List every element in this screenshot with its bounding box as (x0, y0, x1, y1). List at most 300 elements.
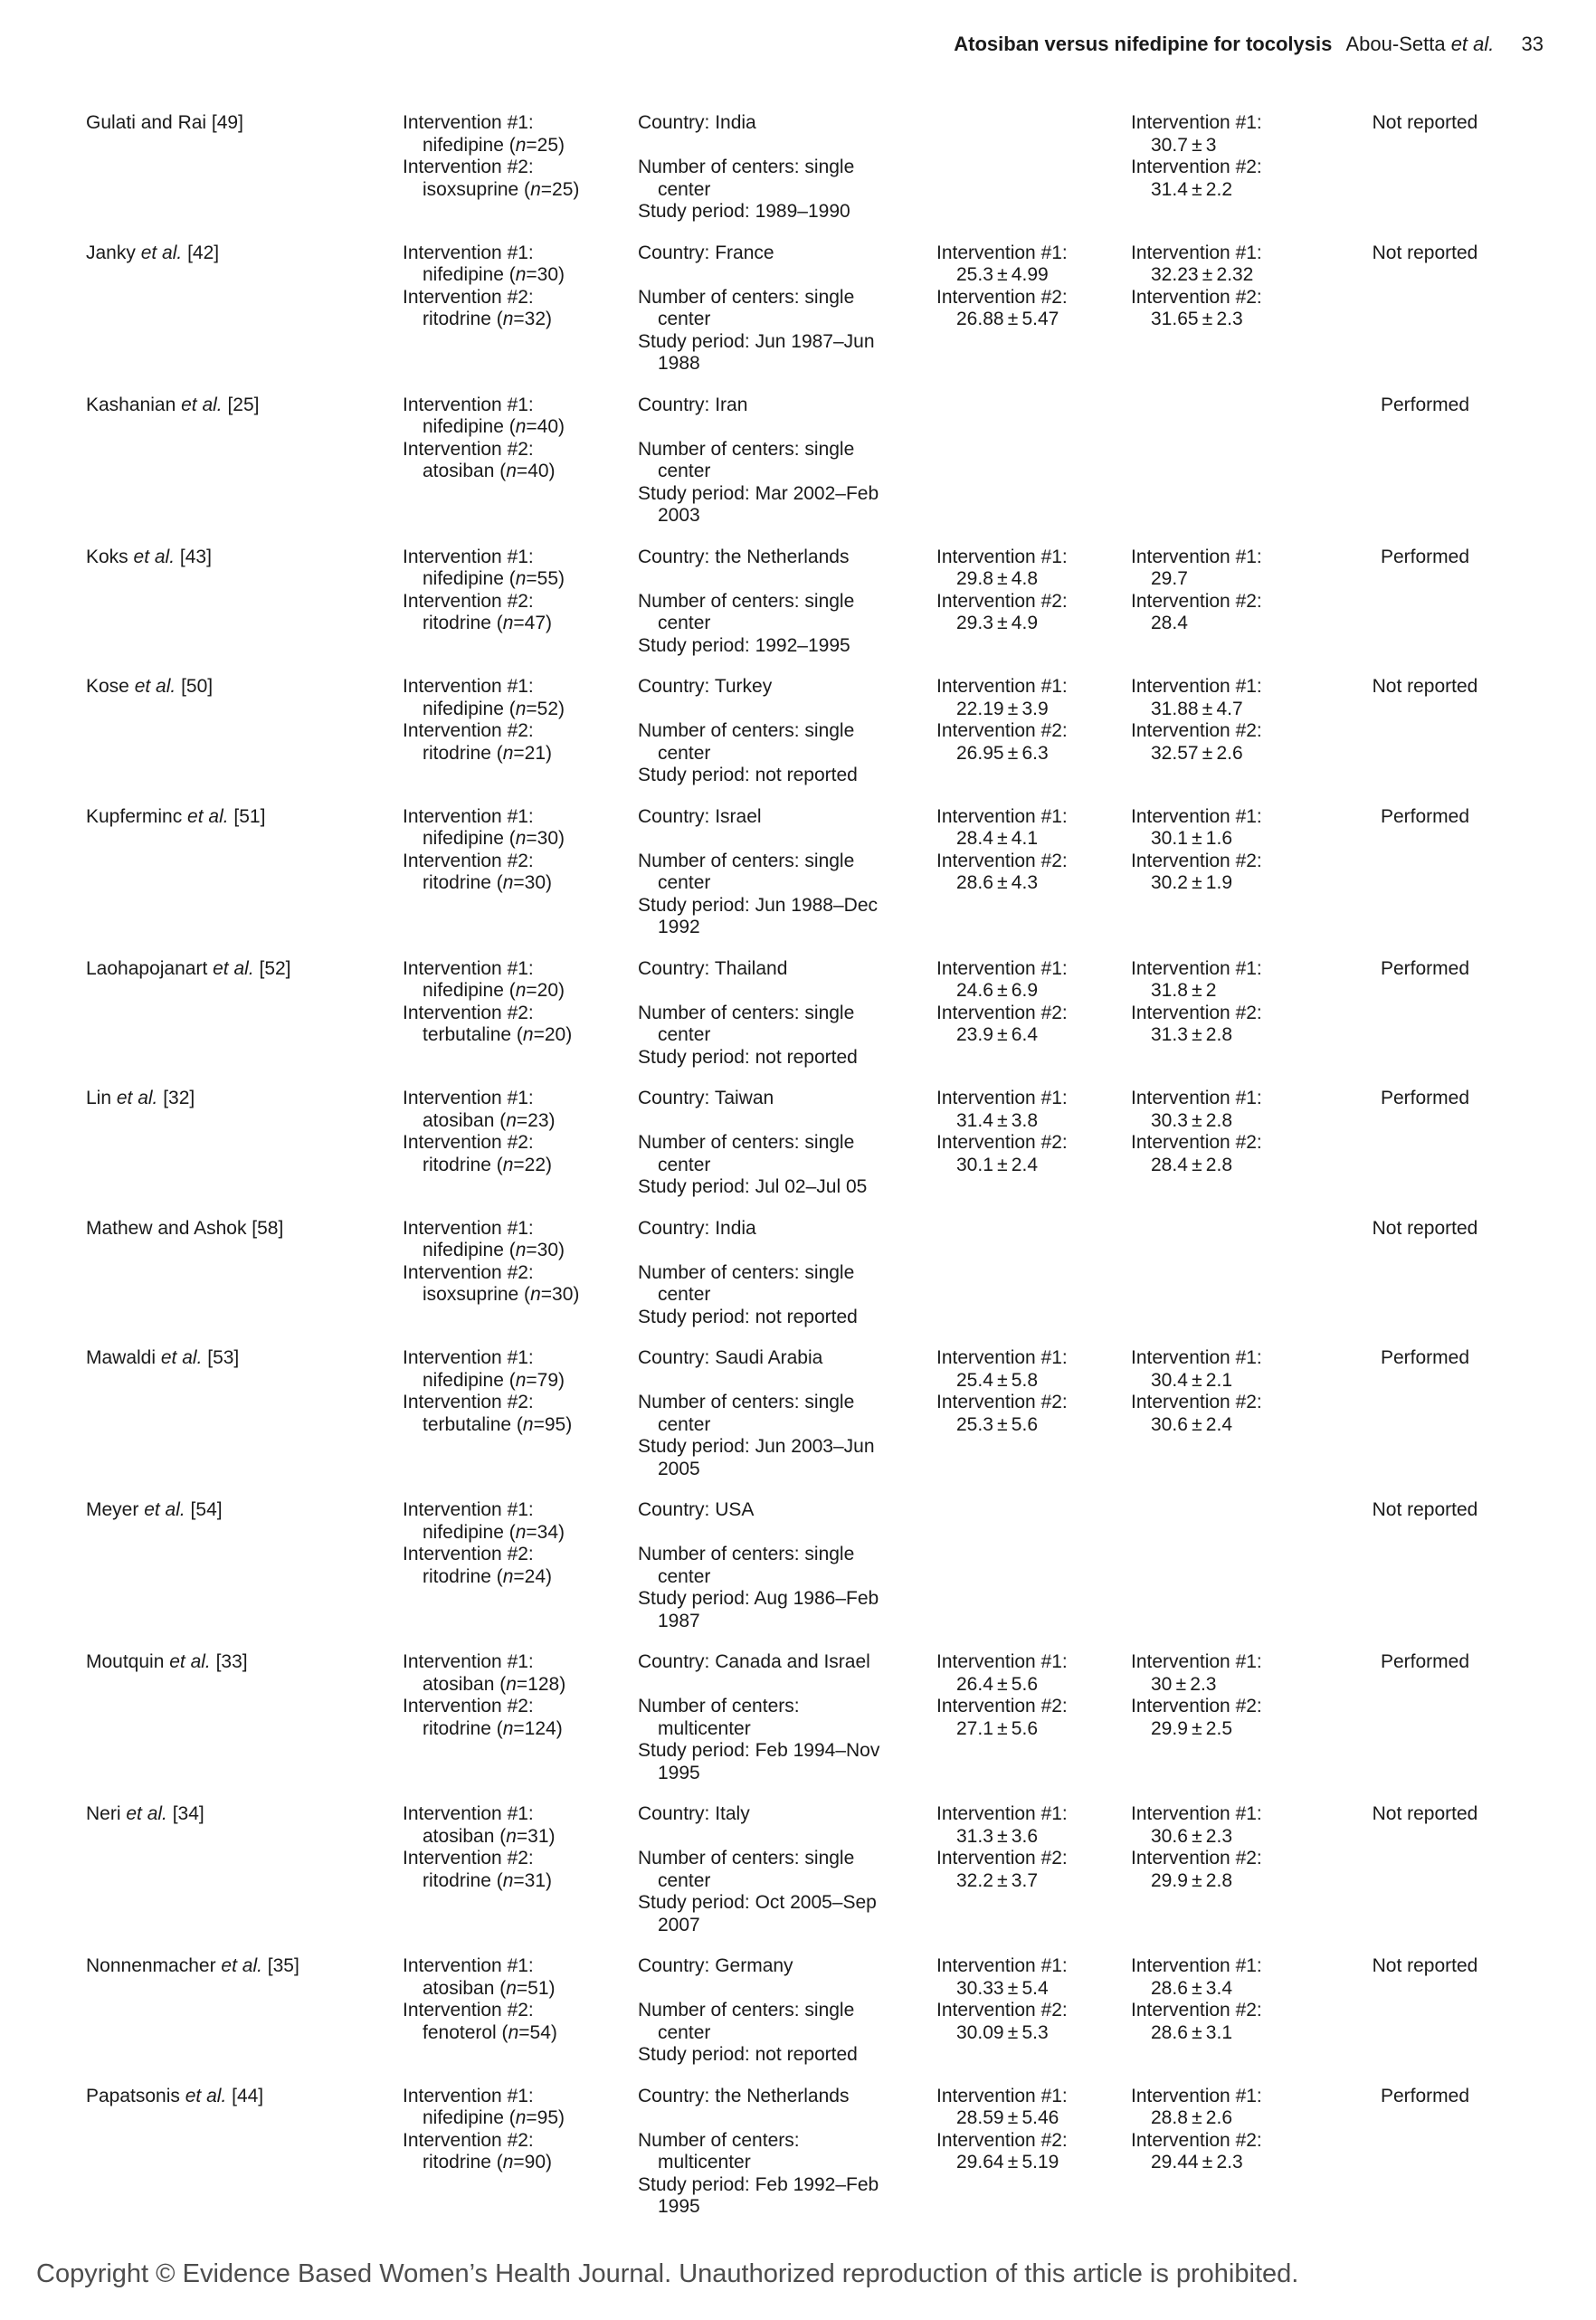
study-citation: Mawaldi et al. [53] (86, 1347, 240, 1368)
intervention-label: Intervention #1: (1131, 957, 1262, 979)
centers-line: Number of centers: single (638, 1544, 855, 1564)
intervention-label: Intervention #1: (936, 1803, 1068, 1824)
interventions-cell (403, 1088, 638, 1199)
centers-line: Number of centers: single (638, 2000, 855, 2020)
mean-value: 24.6 ± 6.9 (956, 980, 1038, 1001)
country-line: Country: France (638, 242, 774, 263)
intervention-label: Intervention #2: (403, 720, 534, 741)
intervention-drug: nifedipine (n=55) (423, 568, 565, 589)
mean-value: 22.19 ± 3.9 (956, 698, 1049, 719)
intervention-label: Intervention #1: (403, 394, 534, 415)
country-line: Country: Iran (638, 394, 748, 415)
intervention-label: Intervention #2: (403, 1132, 534, 1153)
mean-value: 28.4 ± 4.1 (956, 828, 1038, 849)
intervention-label: Intervention #1: (1131, 546, 1262, 567)
mean-value: 23.9 ± 6.4 (956, 1024, 1038, 1045)
intervention-label: Intervention #2: (936, 1002, 1068, 1023)
study-period-line: Study period: 1989–1990 (638, 201, 850, 222)
study-period-line: Study period: 1992–1995 (638, 634, 850, 656)
centers-line: center (658, 2021, 711, 2043)
intervention-drug: isoxsuprine (n=30) (423, 1284, 580, 1305)
country-line: Country: Taiwan (638, 1088, 774, 1108)
study-citation: Moutquin et al. [33] (86, 1651, 248, 1672)
centers-line: Number of centers: single (638, 1132, 855, 1153)
intervention-label: Intervention #1: (1131, 676, 1262, 697)
intervention-drug: nifedipine (n=79) (423, 1369, 565, 1391)
intervention-label: Intervention #2: (1131, 286, 1262, 308)
mean-value: 25.4 ± 5.8 (956, 1369, 1038, 1391)
col5-cell (1131, 242, 1344, 376)
study-period-line: Study period: Aug 1986–Feb (638, 1588, 879, 1609)
mean-value: 30.1 ± 1.6 (1151, 828, 1232, 849)
study-period-line: Study period: Jun 1988–Dec (638, 894, 879, 916)
intervention-label: Intervention #1: (1131, 1955, 1262, 1976)
intervention-label: Intervention #2: (1131, 720, 1262, 741)
centers-line: center (658, 1869, 711, 1891)
intervention-label: Intervention #1: (936, 2085, 1068, 2106)
intervention-label: Intervention #1: (403, 1347, 534, 1368)
intervention-label: Intervention #2: (1131, 1696, 1262, 1716)
mean-value: 28.59 ± 5.46 (956, 2107, 1059, 2128)
intervention-label: Intervention #1: (936, 1088, 1068, 1108)
study-citation: Papatsonis et al. [44] (86, 2085, 264, 2106)
intervention-label: Intervention #1: (403, 1803, 534, 1824)
centers-line: center (658, 1154, 711, 1175)
centers-line: center (658, 1565, 711, 1587)
intervention-label: Intervention #2: (936, 2000, 1068, 2020)
study-period-line: Study period: not reported (638, 765, 858, 785)
col4-cell (936, 1347, 1131, 1480)
intervention-drug: atosiban (n=128) (423, 1673, 566, 1695)
study-citation: Koks et al. [43] (86, 546, 212, 567)
reporting-status: Performed (1380, 2085, 1470, 2106)
setting-cell (638, 1088, 936, 1199)
intervention-label: Intervention #2: (403, 1002, 534, 1023)
mean-value: 32.57 ± 2.6 (1151, 742, 1243, 764)
intervention-label: Intervention #2: (936, 1392, 1068, 1412)
studies-table (86, 112, 1560, 2238)
study-period-line: 1995 (658, 1762, 700, 1783)
mean-value: 26.4 ± 5.6 (956, 1673, 1038, 1695)
table-row (86, 958, 1560, 1070)
country-line: Country: India (638, 1217, 756, 1239)
setting-cell (638, 395, 936, 528)
centers-line: center (658, 178, 711, 200)
centers-line: center (658, 1024, 711, 1045)
mean-value: 30.1 ± 2.4 (956, 1154, 1038, 1175)
intervention-label: Intervention #1: (936, 1651, 1068, 1672)
col4-cell (936, 1499, 1131, 1632)
col5-cell (1131, 1218, 1344, 1329)
intervention-label: Intervention #1: (403, 805, 534, 827)
intervention-label: Intervention #1: (1131, 805, 1262, 827)
mean-value: 30.33 ± 5.4 (956, 1977, 1049, 1999)
intervention-label: Intervention #1: (936, 1347, 1068, 1368)
mean-value: 30.09 ± 5.3 (956, 2021, 1049, 2043)
mean-value: 29.7 (1151, 568, 1188, 589)
intervention-label: Intervention #1: (403, 1499, 534, 1520)
col4-cell (936, 806, 1131, 939)
interventions-cell (403, 547, 638, 658)
intervention-drug: terbutaline (n=20) (423, 1024, 573, 1045)
intervention-label: Intervention #1: (403, 957, 534, 979)
centers-line: multicenter (658, 2152, 751, 2173)
study-citation: Gulati and Rai [49] (86, 112, 243, 133)
setting-cell (638, 547, 936, 658)
reporting-status: Performed (1380, 1651, 1470, 1672)
intervention-drug: nifedipine (n=52) (423, 698, 565, 719)
country-line: Country: Saudi Arabia (638, 1347, 823, 1368)
intervention-label: Intervention #1: (1131, 1347, 1262, 1368)
setting-cell (638, 958, 936, 1070)
country-line: Country: Turkey (638, 676, 773, 697)
reporting-status: Performed (1380, 394, 1470, 415)
interventions-cell (403, 676, 638, 787)
mean-value: 30.6 ± 2.3 (1151, 1825, 1232, 1847)
mean-value: 31.4 ± 3.8 (956, 1109, 1038, 1131)
mean-value: 28.8 ± 2.6 (1151, 2107, 1232, 2128)
intervention-drug: nifedipine (n=40) (423, 416, 565, 437)
intervention-drug: ritodrine (n=30) (423, 872, 553, 893)
mean-value: 26.88 ± 5.47 (956, 309, 1059, 329)
country-line: Country: India (638, 112, 756, 133)
setting-cell (638, 112, 936, 223)
mean-value: 28.4 (1151, 613, 1188, 633)
study-citation: Kose et al. [50] (86, 676, 214, 697)
intervention-label: Intervention #2: (1131, 157, 1262, 177)
centers-line: Number of centers: single (638, 720, 855, 741)
reporting-status: Performed (1380, 805, 1470, 827)
centers-line: Number of centers: single (638, 850, 855, 871)
interventions-cell (403, 1347, 638, 1480)
intervention-label: Intervention #1: (1131, 1803, 1262, 1824)
intervention-label: Intervention #1: (403, 2085, 534, 2106)
centers-line: Number of centers: single (638, 286, 855, 308)
col4-cell (936, 395, 1131, 528)
intervention-label: Intervention #2: (936, 286, 1068, 308)
interventions-cell (403, 395, 638, 528)
reporting-status: Performed (1380, 957, 1470, 979)
intervention-label: Intervention #1: (403, 676, 534, 697)
intervention-drug: isoxsuprine (n=25) (423, 178, 580, 200)
mean-value: 29.44 ± 2.3 (1151, 2152, 1243, 2173)
intervention-label: Intervention #2: (403, 157, 534, 177)
centers-line: multicenter (658, 1717, 751, 1739)
study-period-line: Study period: not reported (638, 1046, 858, 1068)
interventions-cell (403, 1955, 638, 2067)
centers-line: center (658, 1413, 711, 1435)
page-header (954, 33, 1544, 56)
intervention-drug: ritodrine (n=31) (423, 1869, 553, 1891)
study-citation: Nonnenmacher et al. [35] (86, 1955, 299, 1976)
study-period-line: Study period: Mar 2002–Feb (638, 482, 879, 504)
reporting-status: Not reported (1372, 1217, 1478, 1239)
reporting-status: Not reported (1372, 1955, 1478, 1976)
mean-value: 30.2 ± 1.9 (1151, 872, 1232, 893)
table-row (86, 1955, 1560, 2067)
col5-cell (1131, 395, 1344, 528)
study-citation: Mathew and Ashok [58] (86, 1217, 284, 1239)
intervention-drug: ritodrine (n=21) (423, 742, 553, 764)
intervention-label: Intervention #1: (1131, 1088, 1262, 1108)
study-period-line: 1987 (658, 1610, 700, 1631)
intervention-label: Intervention #2: (936, 590, 1068, 612)
mean-value: 28.6 ± 3.1 (1151, 2021, 1232, 2043)
setting-cell (638, 2086, 936, 2219)
setting-cell (638, 1955, 936, 2067)
country-line: Country: Italy (638, 1803, 750, 1824)
intervention-drug: nifedipine (n=30) (423, 264, 565, 285)
interventions-cell (403, 242, 638, 376)
mean-value: 27.1 ± 5.6 (956, 1717, 1038, 1739)
reporting-status: Performed (1380, 546, 1470, 567)
table-row (86, 676, 1560, 787)
study-citation: Kashanian et al. [25] (86, 394, 260, 415)
study-period-line: 1995 (658, 2196, 700, 2217)
intervention-label: Intervention #2: (403, 1261, 534, 1283)
intervention-label: Intervention #1: (1131, 1651, 1262, 1672)
intervention-drug: ritodrine (n=90) (423, 2152, 553, 2173)
intervention-drug: ritodrine (n=47) (423, 613, 553, 633)
intervention-drug: ritodrine (n=32) (423, 309, 553, 329)
col5-cell (1131, 1955, 1344, 2067)
intervention-label: Intervention #1: (936, 676, 1068, 697)
study-citation: Lin et al. [32] (86, 1088, 195, 1108)
intervention-label: Intervention #1: (403, 112, 534, 133)
interventions-cell (403, 2086, 638, 2219)
intervention-label: Intervention #1: (403, 546, 534, 567)
table-row (86, 2086, 1560, 2219)
reporting-status: Not reported (1372, 676, 1478, 697)
col5-cell (1131, 676, 1344, 787)
centers-line: Number of centers: (638, 2129, 800, 2151)
intervention-label: Intervention #2: (403, 1392, 534, 1412)
mean-value: 29.8 ± 4.8 (956, 568, 1038, 589)
table-row (86, 1218, 1560, 1329)
mean-value: 25.3 ± 4.99 (956, 264, 1049, 285)
setting-cell (638, 242, 936, 376)
centers-line: Number of centers: single (638, 1002, 855, 1023)
intervention-label: Intervention #1: (403, 1955, 534, 1976)
centers-line: Number of centers: single (638, 157, 855, 177)
intervention-label: Intervention #2: (1131, 2000, 1262, 2020)
col4-cell (936, 547, 1131, 658)
mean-value: 31.65 ± 2.3 (1151, 309, 1243, 329)
intervention-label: Intervention #1: (1131, 112, 1262, 133)
country-line: Country: USA (638, 1499, 755, 1520)
col4-cell (936, 1088, 1131, 1199)
study-period-line: 2007 (658, 1914, 700, 1935)
running-authors-name: Abou-Setta (1345, 33, 1446, 55)
study-citation: Laohapojanart et al. [52] (86, 957, 291, 979)
col4-cell (936, 1218, 1131, 1329)
study-period-line: Study period: not reported (638, 1306, 858, 1327)
reporting-status: Performed (1380, 1347, 1470, 1368)
intervention-label: Intervention #1: (936, 805, 1068, 827)
reporting-status: Not reported (1372, 242, 1478, 263)
interventions-cell (403, 1218, 638, 1329)
mean-value: 30.3 ± 2.8 (1151, 1109, 1232, 1131)
col4-cell (936, 1955, 1131, 2067)
running-title: Atosiban versus nifedipine for tocolysis (954, 33, 1333, 55)
intervention-label: Intervention #2: (936, 2129, 1068, 2151)
intervention-drug: ritodrine (n=24) (423, 1565, 553, 1587)
setting-cell (638, 1218, 936, 1329)
centers-line: center (658, 613, 711, 633)
intervention-label: Intervention #2: (1131, 1002, 1262, 1023)
mean-value: 31.4 ± 2.2 (1151, 178, 1232, 200)
intervention-label: Intervention #1: (1131, 2085, 1262, 2106)
col5-cell (1131, 1499, 1344, 1632)
interventions-cell (403, 1499, 638, 1632)
study-period-line: Study period: not reported (638, 2044, 858, 2065)
setting-cell (638, 676, 936, 787)
col5-cell (1131, 958, 1344, 1070)
study-period-line: 1992 (658, 917, 700, 937)
centers-line: Number of centers: (638, 1696, 800, 1716)
centers-line: Number of centers: single (638, 438, 855, 460)
intervention-label: Intervention #1: (936, 1955, 1068, 1976)
mean-value: 31.88 ± 4.7 (1151, 698, 1243, 719)
study-period-line: Study period: Jul 02–Jul 05 (638, 1176, 868, 1197)
col4-cell (936, 242, 1131, 376)
study-period-line: Study period: Feb 1992–Feb (638, 2173, 879, 2195)
table-row (86, 1347, 1560, 1480)
intervention-label: Intervention #2: (936, 850, 1068, 871)
mean-value: 29.9 ± 2.8 (1151, 1869, 1232, 1891)
intervention-label: Intervention #2: (936, 1132, 1068, 1153)
mean-value: 29.9 ± 2.5 (1151, 1717, 1232, 1739)
table-row (86, 1651, 1560, 1784)
intervention-label: Intervention #2: (936, 1696, 1068, 1716)
intervention-drug: nifedipine (n=34) (423, 1521, 565, 1543)
col4-cell (936, 676, 1131, 787)
intervention-label: Intervention #2: (1131, 590, 1262, 612)
running-authors (1345, 33, 1494, 55)
intervention-label: Intervention #2: (403, 1848, 534, 1868)
country-line: Country: Thailand (638, 957, 788, 979)
col4-cell (936, 1651, 1131, 1784)
intervention-label: Intervention #2: (403, 590, 534, 612)
mean-value: 30 ± 2.3 (1151, 1673, 1217, 1695)
col4-cell (936, 2086, 1131, 2219)
study-citation: Janky et al. [42] (86, 242, 220, 263)
running-authors-etal: et al. (1450, 33, 1495, 55)
interventions-cell (403, 1651, 638, 1784)
study-citation: Meyer et al. [54] (86, 1499, 223, 1520)
reporting-status: Not reported (1372, 112, 1478, 133)
mean-value: 31.3 ± 3.6 (956, 1825, 1038, 1847)
col5-cell (1131, 547, 1344, 658)
centers-line: Number of centers: single (638, 1392, 855, 1412)
col5-cell (1131, 112, 1344, 223)
centers-line: center (658, 461, 711, 481)
intervention-label: Intervention #2: (403, 286, 534, 308)
interventions-cell (403, 1803, 638, 1936)
col5-cell (1131, 2086, 1344, 2219)
mean-value: 29.64 ± 5.19 (956, 2152, 1059, 2173)
intervention-label: Intervention #1: (403, 242, 534, 263)
intervention-label: Intervention #1: (936, 242, 1068, 263)
intervention-label: Intervention #2: (403, 1544, 534, 1564)
study-period-line: Study period: Jun 1987–Jun (638, 330, 875, 352)
intervention-label: Intervention #1: (403, 1088, 534, 1108)
intervention-drug: nifedipine (n=95) (423, 2107, 565, 2128)
setting-cell (638, 1651, 936, 1784)
table-row (86, 1803, 1560, 1936)
setting-cell (638, 806, 936, 939)
mean-value: 26.95 ± 6.3 (956, 742, 1049, 764)
intervention-drug: ritodrine (n=124) (423, 1717, 563, 1739)
centers-line: center (658, 872, 711, 893)
intervention-label: Intervention #2: (936, 720, 1068, 741)
mean-value: 28.6 ± 3.4 (1151, 1977, 1232, 1999)
intervention-label: Intervention #2: (936, 1848, 1068, 1868)
mean-value: 30.6 ± 2.4 (1151, 1413, 1232, 1435)
country-line: Country: Israel (638, 805, 762, 827)
col4-cell (936, 112, 1131, 223)
interventions-cell (403, 958, 638, 1070)
intervention-label: Intervention #1: (403, 1217, 534, 1239)
intervention-drug: atosiban (n=23) (423, 1109, 556, 1131)
setting-cell (638, 1803, 936, 1936)
study-period-line: Study period: Feb 1994–Nov (638, 1740, 880, 1761)
study-period-line: Study period: Oct 2005–Sep (638, 1892, 877, 1913)
country-line: Country: Germany (638, 1955, 793, 1976)
study-citation: Kupferminc et al. [51] (86, 805, 266, 827)
intervention-label: Intervention #2: (1131, 2129, 1262, 2151)
col5-cell (1131, 806, 1344, 939)
intervention-label: Intervention #2: (403, 1696, 534, 1716)
intervention-label: Intervention #2: (1131, 1392, 1262, 1412)
intervention-drug: ritodrine (n=22) (423, 1154, 553, 1175)
copyright-notice: Copyright © Evidence Based Women’s Health Journal. Unauthorized reproduction of this article is prohibited. (36, 2259, 1299, 2288)
intervention-drug: nifedipine (n=20) (423, 980, 565, 1001)
intervention-label: Intervention #2: (1131, 1848, 1262, 1868)
mean-value: 25.3 ± 5.6 (956, 1413, 1038, 1435)
intervention-label: Intervention #2: (1131, 850, 1262, 871)
table-row (86, 1088, 1560, 1199)
intervention-label: Intervention #1: (936, 546, 1068, 567)
page-number: 33 (1521, 33, 1544, 55)
table-row (86, 395, 1560, 528)
intervention-drug: atosiban (n=40) (423, 461, 556, 481)
interventions-cell (403, 806, 638, 939)
centers-line: center (658, 309, 711, 329)
col4-cell (936, 1803, 1131, 1936)
mean-value: 32.23 ± 2.32 (1151, 264, 1254, 285)
table-row (86, 1499, 1560, 1632)
country-line: Country: the Netherlands (638, 2085, 850, 2106)
intervention-label: Intervention #1: (936, 957, 1068, 979)
study-period-line: Study period: Jun 2003–Jun (638, 1436, 875, 1457)
intervention-drug: nifedipine (n=30) (423, 1240, 565, 1260)
study-period-line: 2003 (658, 505, 700, 526)
study-citation: Neri et al. [34] (86, 1803, 204, 1824)
reporting-status: Performed (1380, 1088, 1470, 1108)
interventions-cell (403, 112, 638, 223)
table-row (86, 547, 1560, 658)
setting-cell (638, 1499, 936, 1632)
mean-value: 31.3 ± 2.8 (1151, 1024, 1232, 1045)
intervention-drug: nifedipine (n=25) (423, 134, 565, 156)
intervention-drug: fenoterol (n=54) (423, 2021, 557, 2043)
setting-cell (638, 1347, 936, 1480)
intervention-label: Intervention #1: (1131, 242, 1262, 263)
centers-line: Number of centers: single (638, 590, 855, 612)
country-line: Country: the Netherlands (638, 546, 850, 567)
intervention-drug: atosiban (n=31) (423, 1825, 556, 1847)
